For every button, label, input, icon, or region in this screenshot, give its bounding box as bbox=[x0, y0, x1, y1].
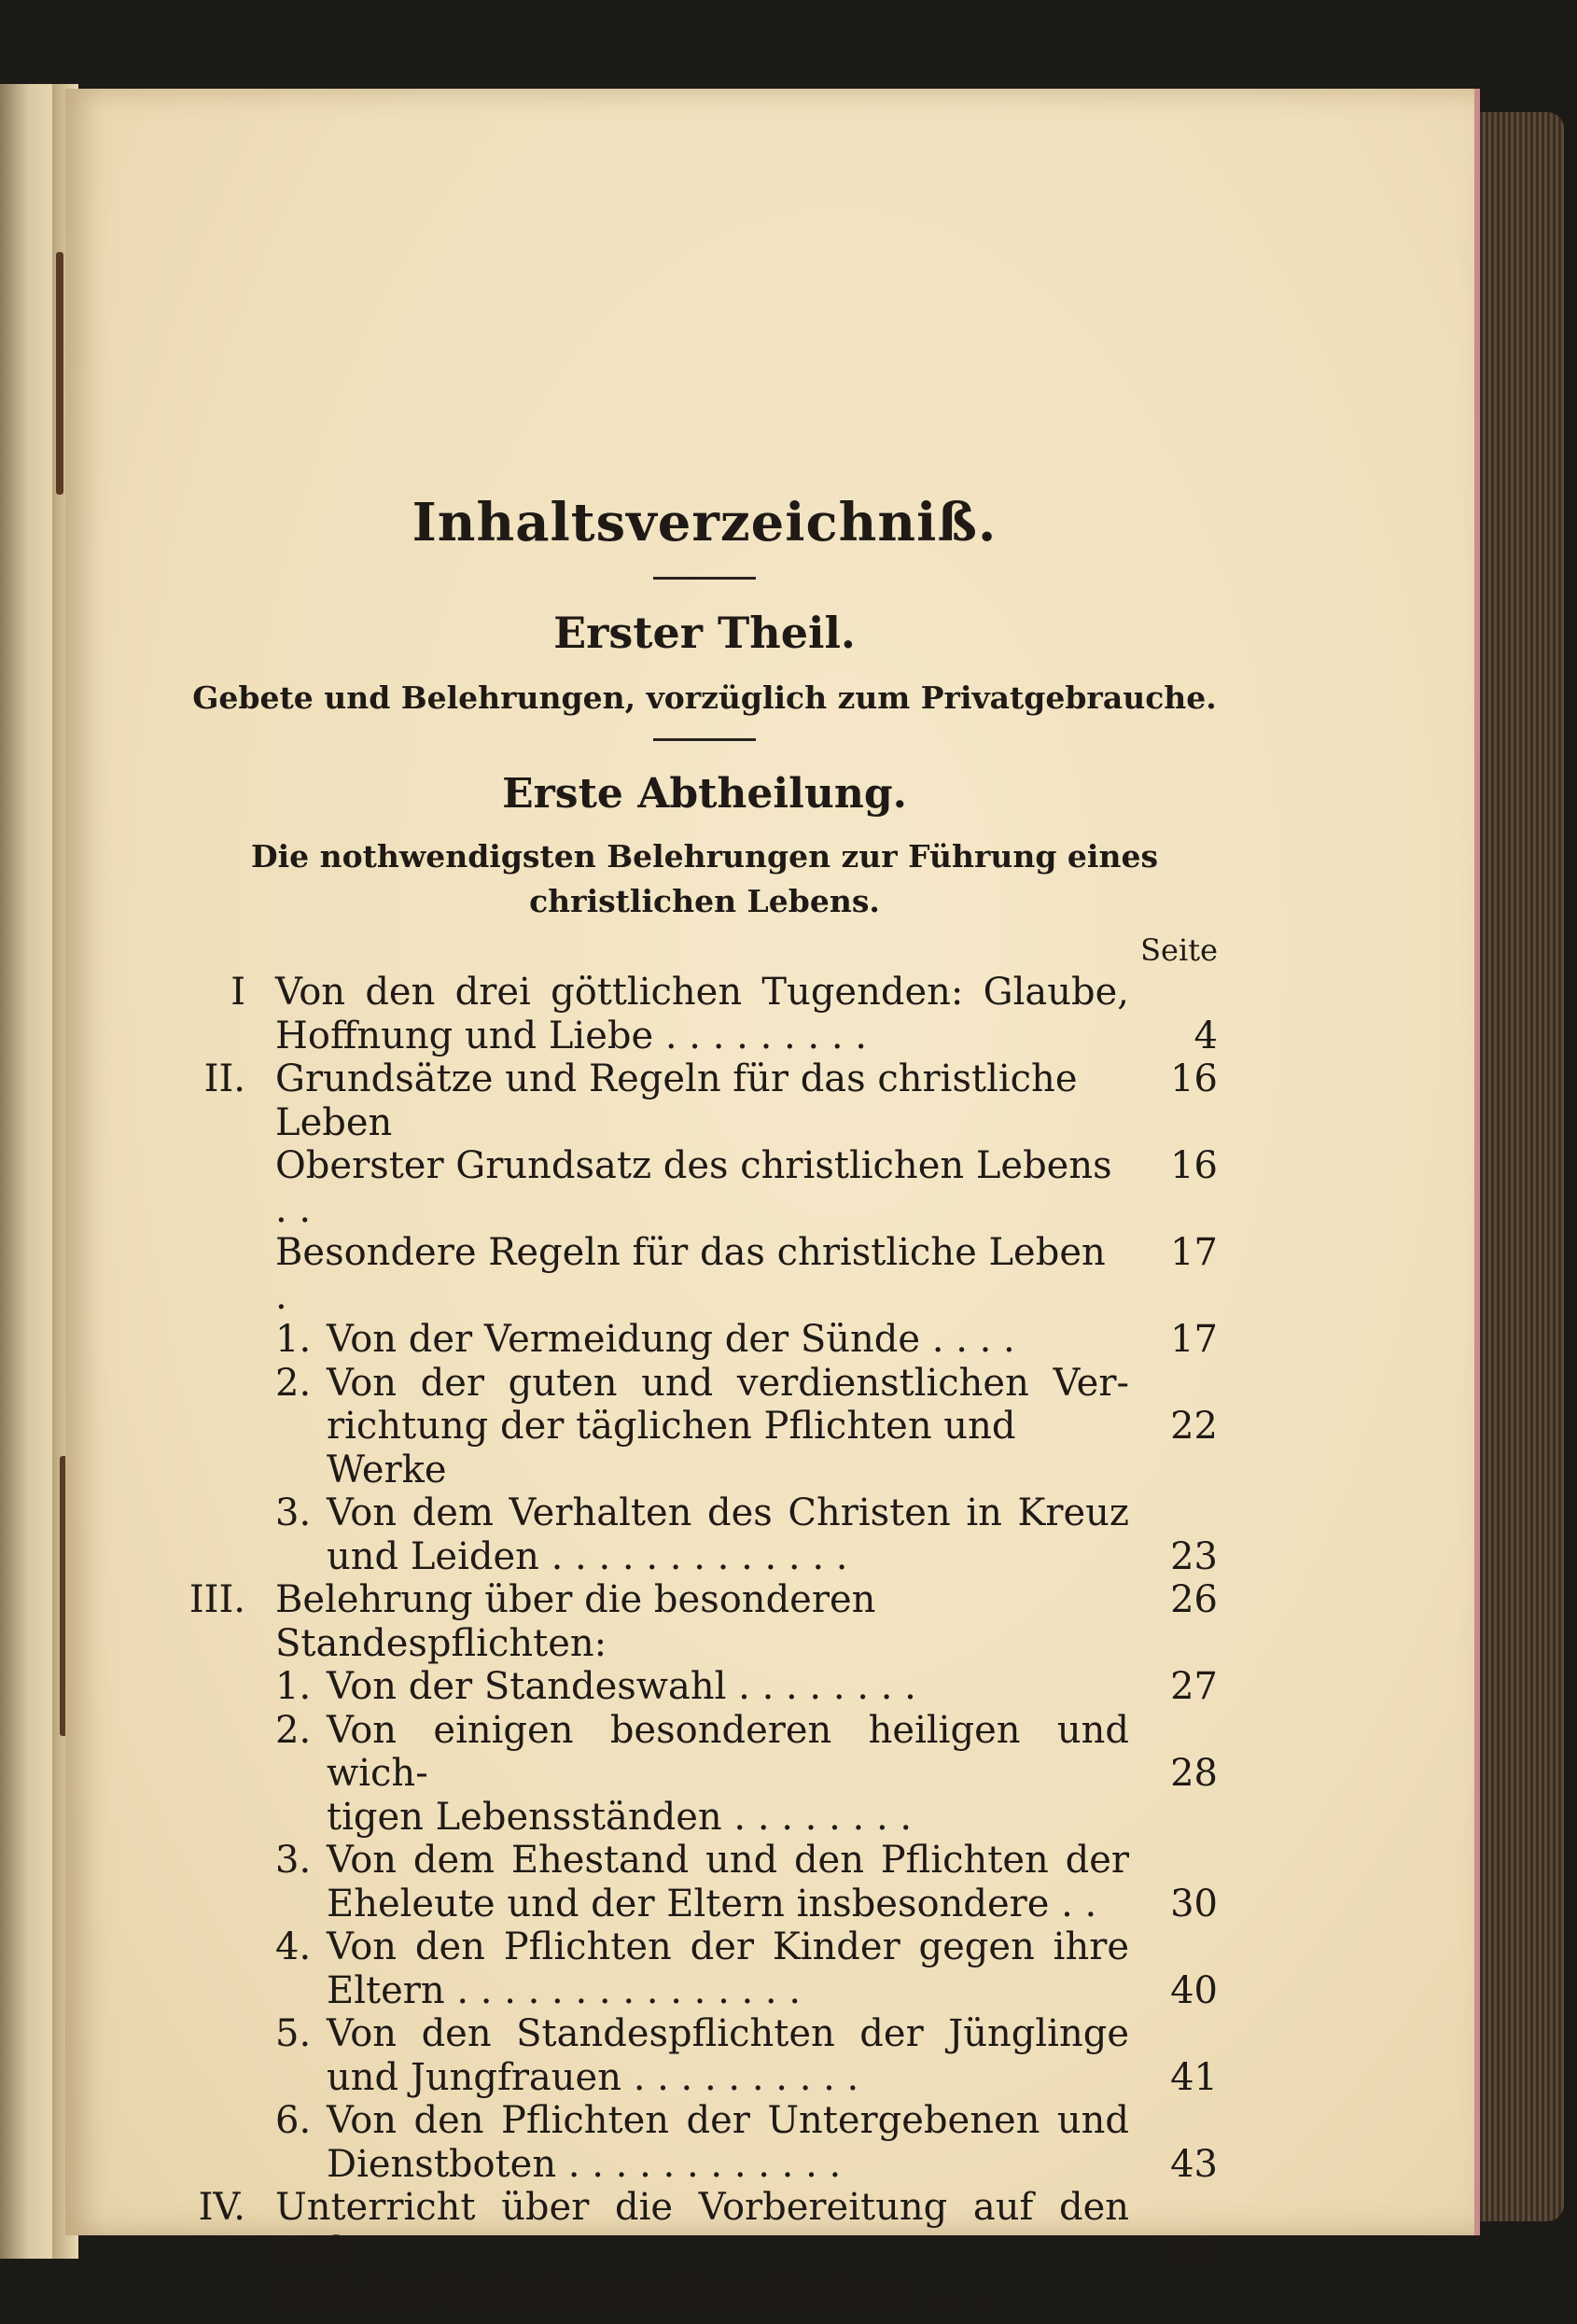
toc-entry-text: Von der guten und verdienstlichen Ver- bbox=[327, 1361, 1129, 1405]
toc-entry-number: 1. bbox=[275, 1318, 312, 1361]
toc-entry-text: Grundsätze und Regeln für das christliche Leben bbox=[275, 1057, 1078, 1144]
toc-entry-number: I bbox=[230, 971, 245, 1014]
toc-entry-text: Eheleute und der Eltern insbesondere . . bbox=[327, 1882, 1097, 1925]
toc-entry-number: 2. bbox=[275, 1708, 312, 1752]
toc-entry-text: Eltern . . . . . . . . . . . . . . . bbox=[327, 1968, 802, 2012]
toc-entry bbox=[191, 971, 1218, 1057]
toc-entry-page: 4 bbox=[1193, 1014, 1218, 1057]
toc-entry-text: Besondere Regeln für das christliche Leben . bbox=[275, 1231, 1106, 1318]
toc-entry-text: und Jungfrauen . . . . . . . . . . bbox=[327, 2055, 859, 2099]
toc-entry-number: 6. bbox=[275, 2099, 312, 2142]
divider bbox=[653, 738, 756, 741]
toc-entry bbox=[191, 1925, 1218, 2012]
toc-entry-text: Hoffnung und Liebe . . . . . . . . . bbox=[275, 1014, 868, 1057]
toc-entry-number: IV. bbox=[198, 2186, 245, 2229]
toc-entry-text: Von der Vermeidung der Sünde . . . . bbox=[327, 1318, 1015, 1361]
section-heading: Erste Abtheilung. bbox=[502, 770, 907, 818]
toc-entry-page: 40 bbox=[1170, 1968, 1218, 2012]
toc-entry-page: 45 bbox=[1170, 2229, 1218, 2273]
toc-entry bbox=[188, 1578, 1218, 1665]
part-heading: Erster Theil. bbox=[553, 608, 856, 658]
toc-entry bbox=[191, 1144, 1218, 1231]
toc-entry-page: 16 bbox=[1170, 1144, 1218, 1187]
toc-entry-text: und Leiden . . . . . . . . . . . . . bbox=[327, 1534, 848, 1578]
toc-entry-page: 26 bbox=[1170, 1578, 1218, 1621]
toc-entry bbox=[191, 1839, 1218, 1925]
toc-entry-text: richtung der täglichen Pflichten und Werke bbox=[327, 1405, 1016, 1491]
toc-entry-text: Von den Pflichten der Kinder gegen ihre bbox=[327, 1925, 1129, 1968]
divider bbox=[653, 577, 756, 580]
toc-entry-number: 3. bbox=[275, 1839, 312, 1882]
toc-entry bbox=[191, 2012, 1218, 2099]
toc-entry-number: II. bbox=[203, 1057, 245, 1100]
toc-entry bbox=[191, 1709, 1218, 1840]
page-column-label: Seite bbox=[1140, 932, 1218, 968]
toc-entry bbox=[191, 1362, 1218, 1492]
section-description: Die nothwendigsten Belehrungen zur Führung eines christlichen Lebens. bbox=[250, 838, 1159, 919]
toc-entry-text: Von den Pflichten der Untergebenen und bbox=[327, 2099, 1129, 2142]
toc-entry-text: Von dem Ehestand und den Pflichten der bbox=[327, 1839, 1129, 1882]
toc-entry-page: 23 bbox=[1170, 1534, 1218, 1578]
binding-thread bbox=[56, 252, 63, 495]
toc-list bbox=[188, 971, 1218, 2317]
toc-entry-text: Von den Standespflichten der Jünglinge bbox=[327, 2012, 1129, 2055]
toc-entry-page: 43 bbox=[1170, 2142, 1218, 2186]
page-title: Inhaltsverzeichniß. bbox=[412, 492, 998, 553]
toc-entry-text: Oberster Grundsatz des christlichen Lebens . . bbox=[275, 1144, 1112, 1231]
toc-entry bbox=[191, 1057, 1218, 1144]
toc-entry-page: 16 bbox=[1170, 1057, 1218, 1100]
toc-entry bbox=[191, 2186, 1218, 2317]
toc-entry bbox=[191, 1491, 1218, 1578]
toc-entry bbox=[191, 2099, 1218, 2186]
table-of-contents bbox=[188, 485, 1218, 2317]
toc-entry-text: tigen Lebensständen . . . . . . . . bbox=[327, 1795, 913, 1839]
toc-entry-number: 2. bbox=[275, 1361, 312, 1405]
toc-entry-page: 28 bbox=[1170, 1752, 1218, 1795]
toc-entry bbox=[191, 1665, 1218, 1709]
toc-entry-page: 17 bbox=[1170, 1231, 1218, 1274]
page-block-edge bbox=[1480, 112, 1564, 2221]
toc-entry-page: 30 bbox=[1170, 1882, 1218, 1925]
toc-entry bbox=[191, 1318, 1218, 1362]
toc-entry-text: Von den drei göttlichen Tugenden: Glaube, bbox=[275, 971, 1129, 1014]
toc-entry-text: Dienstboten . . . . . . . . . . . . bbox=[327, 2142, 842, 2186]
toc-entry-page: 22 bbox=[1170, 1405, 1218, 1448]
toc-entry-text: Von der Standeswahl . . . . . . . . bbox=[327, 1665, 916, 1708]
toc-entry-number: 3. bbox=[275, 1491, 312, 1534]
toc-entry-number: 5. bbox=[275, 2012, 312, 2055]
toc-entry-text: Von dem Verhalten des Christen in Kreuz bbox=[327, 1491, 1129, 1534]
toc-entry-number: 4. bbox=[275, 1925, 312, 1968]
toc-entry-page: 27 bbox=[1170, 1665, 1218, 1708]
toc-entry-text: Von einigen besonderen heiligen und wich- bbox=[327, 1708, 1129, 1795]
toc-entry-text: und das Verhalten in Krankheiten . . . bbox=[275, 2273, 984, 2316]
toc-entry-page: 17 bbox=[1170, 1318, 1218, 1361]
toc-entry bbox=[191, 1231, 1218, 1318]
toc-entry-number: III. bbox=[188, 1578, 245, 1621]
toc-entry-page: 41 bbox=[1170, 2055, 1218, 2099]
part-subtitle: Gebete und Belehrungen, vorzüglich zum Privatgebrauche. bbox=[192, 679, 1217, 716]
toc-entry-text: Unterricht über die Vorbereitung auf den Tod bbox=[275, 2186, 1129, 2273]
toc-entry-number: 1. bbox=[275, 1665, 312, 1708]
toc-entry-text: Belehrung über die besonderen Standespflichten: bbox=[275, 1578, 876, 1665]
